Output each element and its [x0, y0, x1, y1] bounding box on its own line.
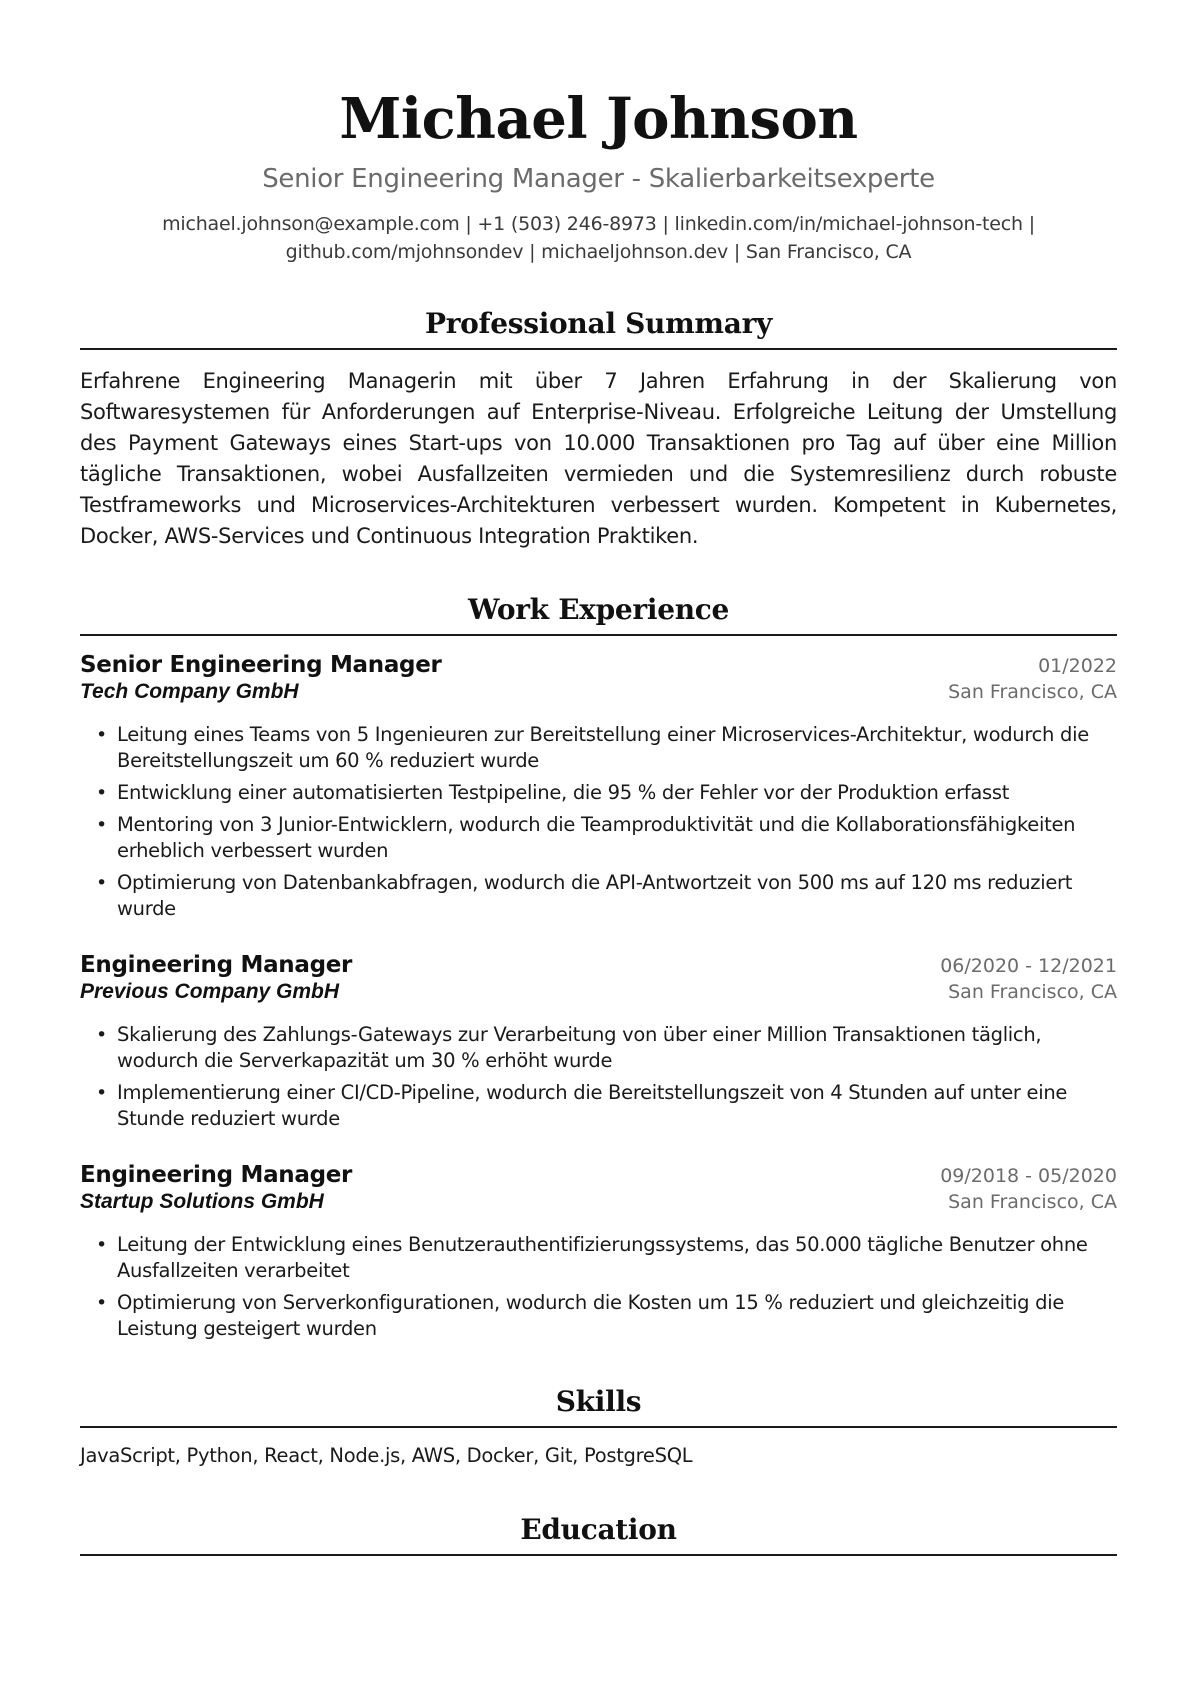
bullet-text: Skalierung des Zahlungs-Gateways zur Verarbeitung von über einer Million Transaktionen täglich, wodurch die Serverkapazität um 30 % erhöht wurde — [117, 1023, 1042, 1072]
bullet-dot: • — [96, 724, 107, 746]
education-section — [80, 1512, 1117, 1556]
contact-line-2: github.com/mjohnsondev | michaeljohnson.dev | San Francisco, CA — [285, 241, 912, 263]
job-title: Engineering Manager — [80, 952, 353, 978]
job-bullets — [80, 1022, 1117, 1132]
job-bullet — [80, 870, 1117, 922]
job-location: San Francisco, CA — [948, 1191, 1117, 1213]
summary-heading: Professional Summary — [80, 306, 1117, 350]
bullet-text: Entwicklung einer automatisierten Testpipeline, die 95 % der Fehler vor der Produktion erfasst — [117, 781, 1010, 804]
job-date: 09/2018 - 05/2020 — [940, 1165, 1117, 1187]
contact-info — [80, 210, 1117, 266]
job-bullet — [80, 812, 1117, 864]
bullet-text: Leitung der Entwicklung eines Benutzerauthentifizierungssystems, das 50.000 tägliche Benutzer ohne Ausfallzeiten verarbeitet — [117, 1233, 1088, 1282]
job-company-row — [80, 1190, 1117, 1214]
job-header-row — [80, 952, 1117, 978]
job-bullets — [80, 1232, 1117, 1342]
job-company: Previous Company GmbH — [80, 980, 340, 1003]
bullet-text: Optimierung von Datenbankabfragen, wodurch die API-Antwortzeit von 500 ms auf 120 ms reduziert wurde — [117, 871, 1073, 920]
job-title: Senior Engineering Manager — [80, 652, 442, 678]
job-location: San Francisco, CA — [948, 981, 1117, 1003]
job-header-row — [80, 1162, 1117, 1188]
job-entry — [80, 952, 1117, 1132]
bullet-dot: • — [96, 782, 107, 804]
bullet-dot: • — [96, 1234, 107, 1256]
job-bullet — [80, 722, 1117, 774]
job-company: Tech Company GmbH — [80, 680, 299, 703]
bullet-text: Implementierung einer CI/CD-Pipeline, wodurch die Bereitstellungszeit von 4 Stunden auf unter eine Stunde reduziert wurde — [117, 1081, 1068, 1130]
job-entry — [80, 1162, 1117, 1342]
education-heading: Education — [80, 1512, 1117, 1556]
job-date: 01/2022 — [1038, 655, 1117, 677]
job-title: Engineering Manager — [80, 1162, 353, 1188]
job-bullet — [80, 1022, 1117, 1074]
job-location: San Francisco, CA — [948, 681, 1117, 703]
summary-section — [80, 306, 1117, 552]
job-entry — [80, 652, 1117, 922]
job-header-row — [80, 652, 1117, 678]
bullet-text: Mentoring von 3 Junior-Entwicklern, wodurch die Teamproduktivität und die Kollaborationsfähigkeiten erheblich verbessert wurden — [117, 813, 1076, 862]
candidate-name: Michael Johnson — [339, 86, 858, 152]
skills-section — [80, 1384, 1117, 1470]
job-company-row — [80, 680, 1117, 704]
job-bullets — [80, 722, 1117, 922]
resume-page — [80, 0, 1117, 1556]
skills-heading: Skills — [80, 1384, 1117, 1428]
job-bullet — [80, 1290, 1117, 1342]
bullet-text: Leitung eines Teams von 5 Ingenieuren zur Bereitstellung einer Microservices-Architektur, wodurch die Bereitstellungszeit um 60 % reduziert wurde — [117, 723, 1089, 772]
bullet-dot: • — [96, 872, 107, 894]
job-company: Startup Solutions GmbH — [80, 1190, 324, 1213]
bullet-dot: • — [96, 1024, 107, 1046]
bullet-dot: • — [96, 1292, 107, 1314]
contact-line-1: michael.johnson@example.com | +1 (503) 246-8973 | linkedin.com/in/michael-johnson-tech | — [162, 213, 1035, 235]
summary-text: Erfahrene Engineering Managerin mit über 7 Jahren Erfahrung in der Skalierung von Softwaresystemen für Anforderungen auf Enterprise-Niveau. Erfolgreiche Leitung der Umstellung des Payment Gateways eines Start-ups von 10.000 Transaktionen pro Tag auf über eine Million tägliche Transaktionen, wobei Ausfallzeiten vermieden und die Systemresilienz durch robuste Testframeworks und Microservices-Architekturen verbessert wurden. Kompetent in Kubernetes, Docker, AWS-Services und Continuous Integration Praktiken. — [80, 369, 1117, 548]
job-bullet — [80, 1080, 1117, 1132]
job-bullet — [80, 780, 1117, 806]
experience-section — [80, 592, 1117, 1342]
bullet-dot: • — [96, 814, 107, 836]
candidate-headline: Senior Engineering Manager - Skalierbarkeitsexperte — [262, 164, 935, 194]
bullet-text: Optimierung von Serverkonfigurationen, wodurch die Kosten um 15 % reduziert und gleichzeitig die Leistung gesteigert wurden — [117, 1291, 1065, 1340]
job-bullet — [80, 1232, 1117, 1284]
skills-list: JavaScript, Python, React, Node.js, AWS, Docker, Git, PostgreSQL — [80, 1444, 693, 1467]
experience-heading: Work Experience — [80, 592, 1117, 636]
job-date: 06/2020 - 12/2021 — [940, 955, 1117, 977]
job-company-row — [80, 980, 1117, 1004]
bullet-dot: • — [96, 1082, 107, 1104]
